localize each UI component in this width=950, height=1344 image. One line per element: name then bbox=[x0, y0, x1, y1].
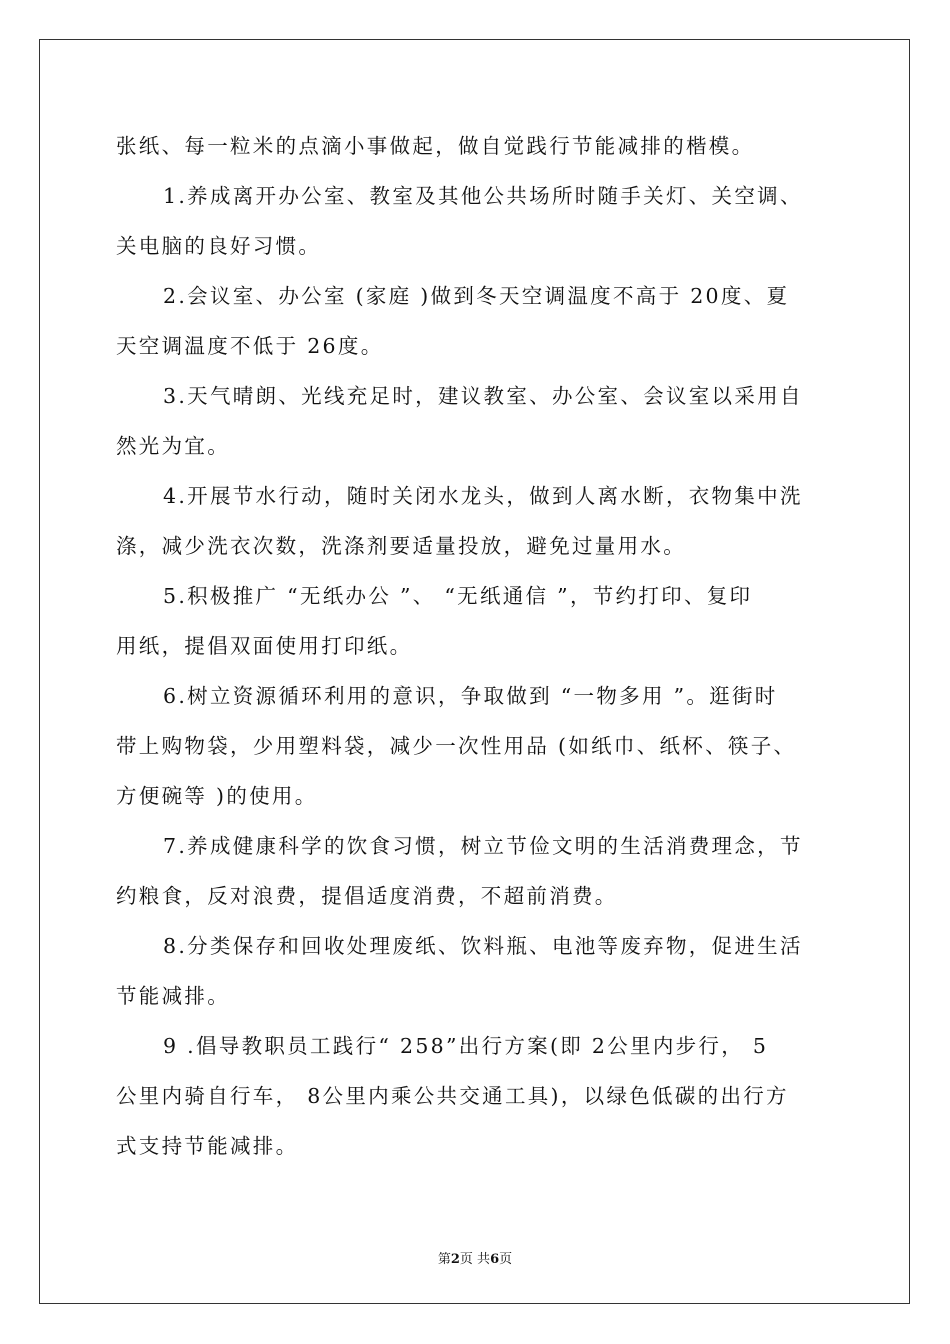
footer-prefix: 第 bbox=[437, 1252, 451, 1267]
text-line: 张纸、每一粒米的点滴小事做起，做自觉践行节能减排的楷模。 bbox=[116, 134, 755, 158]
text-line: 然光为宜。 bbox=[116, 434, 230, 458]
text-line: 7.养成健康科学的饮食习惯，树立节俭文明的生活消费理念，节 bbox=[163, 834, 803, 858]
text-line: 8.分类保存和回收处理废纸、饮料瓶、电池等废弃物，促进生活 bbox=[163, 934, 803, 958]
text-line: 方便碗等 )的使用。 bbox=[116, 784, 318, 808]
text-line: 6.树立资源循环利用的意识，争取做到 “一物多用 ”。逛街时 bbox=[163, 684, 778, 708]
text-line: 涤，减少洗衣次数，洗涤剂要适量投放，避免过量用水。 bbox=[116, 534, 686, 558]
text-line: 关电脑的良好习惯。 bbox=[116, 234, 322, 258]
text-line: 带上购物袋，少用塑料袋，减少一次性用品 (如纸巾、纸杯、筷子、 bbox=[116, 734, 797, 758]
text-line: 式支持节能减排。 bbox=[116, 1134, 299, 1158]
text-line: 9 .倡导教职员工践行“ 258”出行方案(即 2公里内步行， 5 bbox=[163, 1034, 769, 1058]
footer-page-number: 2 bbox=[450, 1252, 460, 1267]
footer-total-pages: 6 bbox=[490, 1252, 500, 1267]
text-line: 1.养成离开办公室、教室及其他公共场所时随手关灯、关空调、 bbox=[163, 184, 803, 208]
text-line: 3.天气晴朗、光线充足时，建议教室、办公室、会议室以采用自 bbox=[163, 384, 803, 408]
text-line: 5.积极推广 “无纸办公 ”、 “无纸通信 ”，节约打印、复印 bbox=[163, 584, 753, 608]
text-line: 节能减排。 bbox=[116, 984, 230, 1008]
text-line: 公里内骑自行车， 8公里内乘公共交通工具)，以绿色低碳的出行方 bbox=[116, 1084, 789, 1108]
footer-suffix: 页 bbox=[499, 1252, 513, 1267]
text-line: 4.开展节水行动，随时关闭水龙头，做到人离水断，衣物集中洗 bbox=[163, 484, 803, 508]
page-border bbox=[39, 39, 910, 1304]
text-line: 约粮食，反对浪费，提倡适度消费，不超前消费。 bbox=[116, 884, 618, 908]
text-line: 用纸，提倡双面使用打印纸。 bbox=[116, 634, 413, 658]
footer-mid: 页 共 bbox=[459, 1252, 491, 1267]
page-footer bbox=[0, 1248, 950, 1267]
text-line: 2.会议室、办公室 (家庭 )做到冬天空调温度不高于 20度、夏 bbox=[163, 284, 790, 308]
text-line: 天空调温度不低于 26度。 bbox=[116, 334, 384, 358]
